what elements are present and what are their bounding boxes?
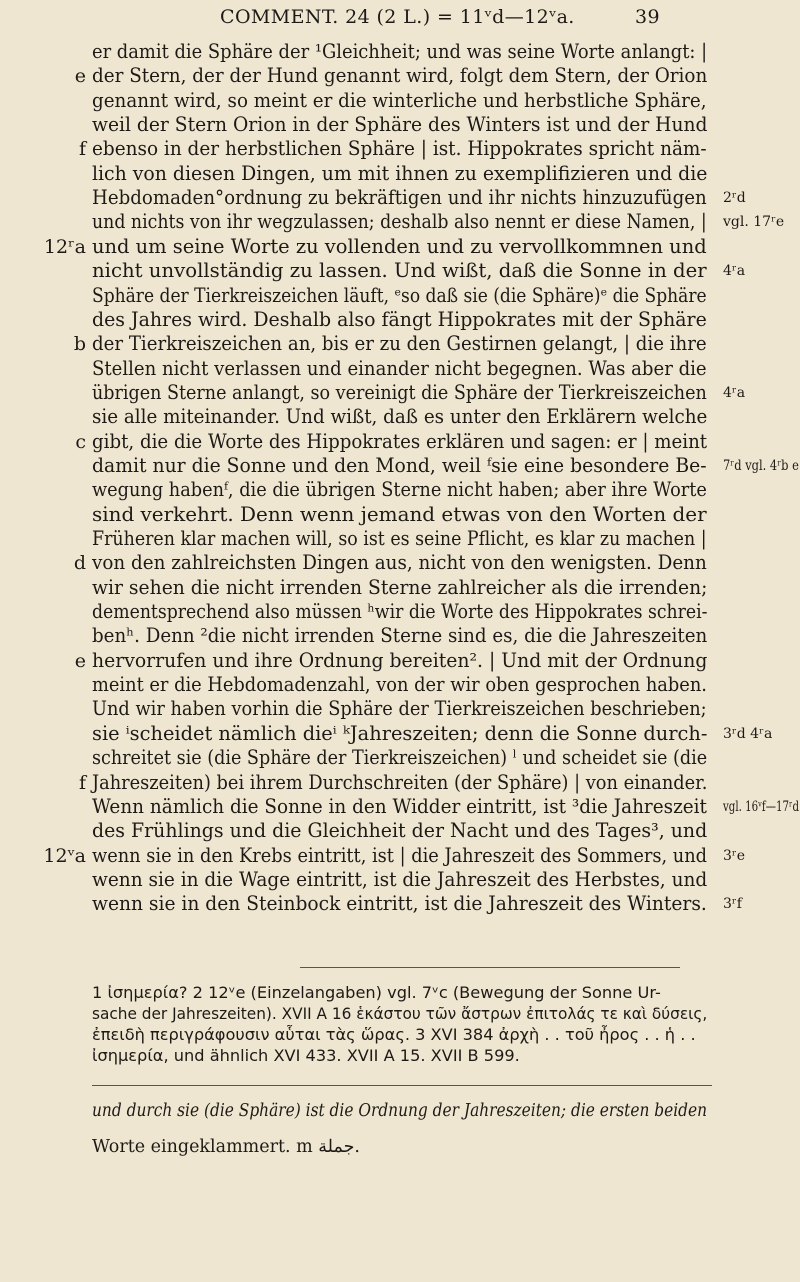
apparatus-line: und durch sie (die Sphäre) ist die Ordnung der Jahreszeiten; die ersten beiden xyxy=(92,1101,708,1121)
apparatus-line: Worte eingeklammert. m جملة. xyxy=(92,1137,360,1157)
running-header xyxy=(220,6,660,28)
footnote-rule xyxy=(300,967,680,968)
left-margin-marker: 12ᵛa xyxy=(43,844,86,867)
text-line: wegung habenᶠ, die die übrigen Sterne nicht haben; aber ihre Worte xyxy=(92,478,707,502)
left-margin-marker: b xyxy=(73,333,86,356)
page-number: 39 xyxy=(635,6,660,28)
text-line: Stellen nicht verlassen und einander nicht begegnen. Was aber die xyxy=(92,356,707,380)
text-line: der Stern, der der Hund genannt wird, folgt dem Stern, der Orion xyxy=(92,64,708,88)
right-margin-reference: 3ʳf xyxy=(723,896,742,913)
text-line: des Jahres wird. Deshalb also fängt Hippokrates mit der Sphäre xyxy=(92,307,707,331)
text-line: Wenn nämlich die Sonne in den Widder eintritt, ist ³die Jahreszeit xyxy=(92,794,707,818)
text-line: nicht unvollständig zu lassen. Und wißt, daß die Sonne in der xyxy=(92,259,707,283)
text-line: damit nur die Sonne und den Mond, weil ᶠsie eine besondere Be- xyxy=(92,453,707,477)
text-line: Sphäre der Tierkreiszeichen läuft, ᵉso daß sie (die Sphäre)ᵉ die Sphäre xyxy=(92,283,707,307)
footnote-line: ἐπειδὴ περιγράφουσιν αὗται τὰς ὥρας. 3 XVI 384 ἀρχὴ . . τοῦ ἦρος . . ἡ . . xyxy=(92,1025,696,1044)
text-line: Früheren klar machen will, so ist es seine Pflicht, es klar zu machen | xyxy=(92,527,707,550)
running-head: COMMENT. 24 (2 L.) = 11ᵛd—12ᵛa. xyxy=(220,6,575,28)
text-line: wir sehen die nicht irrenden Sterne zahlreicher als die irrenden; xyxy=(92,575,708,599)
text-line: er damit die Sphäre der ¹Gleichheit; und was seine Worte anlangt: | xyxy=(92,40,708,63)
left-margin-marker: 12ʳa xyxy=(43,235,86,258)
text-line: und um seine Worte zu vollenden und zu vervollkommnen und xyxy=(92,234,707,258)
text-line: lich von diesen Dingen, um mit ihnen zu exemplifizieren und die xyxy=(92,161,708,185)
text-line: weil der Stern Orion in der Sphäre des Winters ist und der Hund xyxy=(92,113,708,137)
right-margin-reference: 3ʳe xyxy=(723,847,746,864)
text-line: dementsprechend also müssen ʰwir die Worte des Hippokrates schrei- xyxy=(92,600,708,624)
footnote-line: sache der Jahreszeiten). XVII A 16 ἑκάστου τῶν ἄστρων ἐπιτολάς τε καὶ δύσεις, xyxy=(92,1004,708,1023)
left-margin-marker: d xyxy=(73,552,86,575)
text-line: wenn sie in den Steinbock eintritt, ist die Jahreszeit des Winters. xyxy=(92,892,707,916)
footnote-line: 1 ἰσημερία? 2 12ᵛe (Einzelangaben) vgl. 7ᵛc (Bewegung der Sonne Ur- xyxy=(92,983,661,1002)
left-margin-marker: c xyxy=(75,430,86,453)
text-line: übrigen Sterne anlangt, so vereinigt die Sphäre der Tierkreiszeichen xyxy=(92,380,707,404)
right-margin-reference: 7ʳd vgl. 4ʳb e xyxy=(723,457,799,474)
left-margin-marker: e xyxy=(74,65,86,88)
text-line: gibt, die die Worte des Hippokrates erklären und sagen: er | meint xyxy=(92,429,708,453)
text-line: des Frühlings und die Gleichheit der Nacht und des Tages³, und xyxy=(92,819,708,843)
text-line: Hebdomaden°ordnung zu bekräftigen und ihr nichts hinzuzufügen xyxy=(92,186,707,210)
footnote-line: ἰσημερία, und ähnlich XVI 433. XVII A 15. XVII B 599. xyxy=(92,1046,520,1065)
text-line: sind verkehrt. Denn wenn jemand etwas von den Worten der xyxy=(92,502,707,526)
text-line: meint er die Hebdomadenzahl, von der wir oben gesprochen haben. xyxy=(92,673,707,697)
text-line: Jahreszeiten) bei ihrem Durchschreiten (der Sphäre) | von einander. xyxy=(92,770,708,794)
text-line: benʰ. Denn ²die nicht irrenden Sterne sind es, die die Jahreszeiten xyxy=(92,624,708,648)
text-line: ebenso in der herbstlichen Sphäre | ist. Hippokrates spricht näm- xyxy=(92,137,707,161)
text-line: hervorrufen und ihre Ordnung bereiten². | Und mit der Ordnung xyxy=(92,648,708,672)
right-margin-reference: vgl. 17ʳe xyxy=(723,214,785,231)
text-line: von den zahlreichsten Dingen aus, nicht von den wenigsten. Denn xyxy=(92,551,707,575)
left-margin-marker: f xyxy=(78,138,86,161)
text-line: sie alle miteinander. Und wißt, daß es unter den Erklärern welche xyxy=(92,405,708,429)
text-line: und nichts von ihr wegzulassen; deshalb also nennt er diese Namen, | xyxy=(92,210,707,234)
text-line: sie ⁱscheidet nämlich dieⁱ ᵏJahreszeiten; denn die Sonne durch- xyxy=(92,721,708,745)
right-margin-reference: 4ʳa xyxy=(723,384,746,401)
text-line: wenn sie in den Krebs eintritt, ist | die Jahreszeit des Sommers, und xyxy=(92,843,708,867)
right-margin-reference: 2ʳd xyxy=(723,190,746,207)
text-line: genannt wird, so meint er die winterliche und herbstliche Sphäre, xyxy=(92,88,707,112)
text-line: Und wir haben vorhin die Sphäre der Tierkreiszeichen beschrieben; xyxy=(92,697,707,721)
text-line: wenn sie in die Wage eintritt, ist die Jahreszeit des Herbstes, und xyxy=(92,867,708,891)
left-margin-marker: f xyxy=(78,771,86,794)
apparatus-rule xyxy=(92,1085,712,1086)
text-line: der Tierkreiszeichen an, bis er zu den Gestirnen gelangt, | die ihre xyxy=(92,332,707,356)
left-margin-marker: e xyxy=(74,649,86,672)
right-margin-reference: vgl. 16ᵛf—17ʳd xyxy=(723,798,800,815)
right-margin-reference: 4ʳa xyxy=(723,263,746,280)
text-line: schreitet sie (die Sphäre der Tierkreiszeichen) ˡ und scheidet sie (die xyxy=(92,746,708,770)
right-margin-reference: 3ʳd 4ʳa xyxy=(723,725,773,742)
